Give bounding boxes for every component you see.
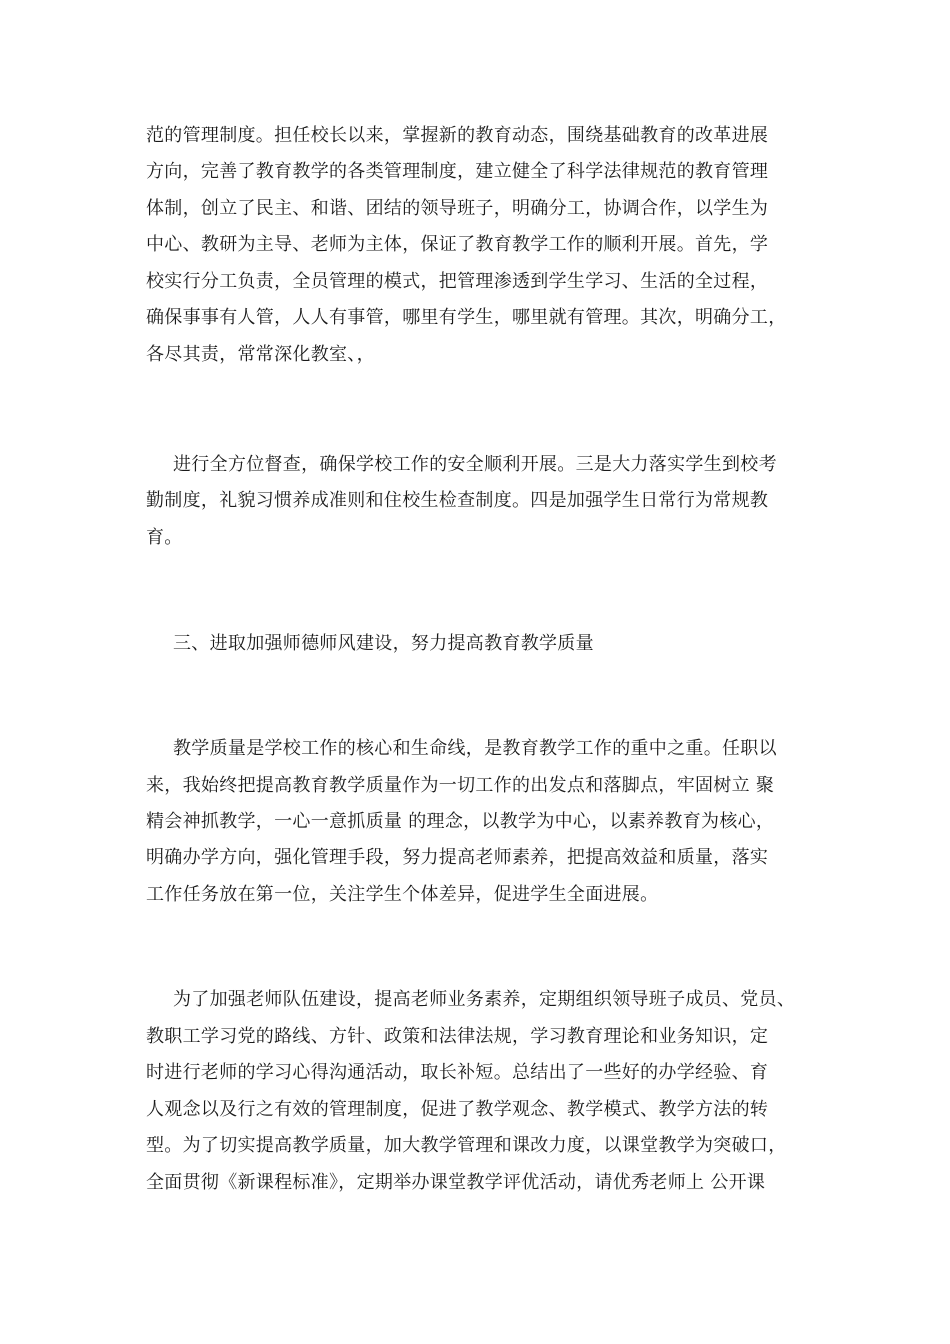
body-text-line: 校实行分工负责，全员管理的模式，把管理渗透到学生学习、生活的全过程， <box>146 271 769 292</box>
body-text-line: 来，我始终把提高教育教学质量作为一切工作的出发点和落脚点，牢固树立 聚 <box>146 775 775 796</box>
body-text-line: 时进行老师的学习心得沟通活动，取长补短。总结出了一些好的办学经验、育 <box>146 1062 769 1083</box>
body-text-line: 教职工学习党的路线、方针、政策和法律法规，学习教育理论和业务知识，定 <box>146 1026 769 1047</box>
body-text-line: 确保事事有人管，人人有事管，哪里有学生，哪里就有管理。其次，明确分工， <box>146 307 787 328</box>
body-text-line: 人观念以及行之有效的管理制度，促进了教学观念、教学模式、教学方法的转 <box>146 1099 769 1120</box>
body-text-line: 为了加强老师队伍建设，提高老师业务素养，定期组织领导班子成员、党员、 <box>173 989 796 1010</box>
body-text-line: 进行全方位督查，确保学校工作的安全顺利开展。三是大力落实学生到校考 <box>173 454 777 475</box>
body-text-line: 中心、教研为主导、老师为主体，保证了教育教学工作的顺利开展。首先，学 <box>146 234 769 255</box>
body-text-line: 明确办学方向，强化管理手段，努力提高老师素养，把提高效益和质量，落实 <box>146 847 769 868</box>
body-text-line: 各尽其责，常常深化教室、， <box>146 344 375 365</box>
body-text-line: 全面贯彻《新课程标准》，定期举办课堂教学评优活动，请优秀老师上 公开课 <box>146 1172 766 1193</box>
body-text-line: 范的管理制度。担任校长以来，掌握新的教育动态，围绕基础教育的改革进展 <box>146 125 769 146</box>
section-heading: 三、进取加强师德师风建设，努力提高教育教学质量 <box>173 633 594 654</box>
body-text-line: 精会神抓教学，一心一意抓质量 的理念，以教学为中心，以素养教育为核心， <box>146 811 775 832</box>
body-text-line: 型。为了切实提高教学质量，加大教学管理和课改力度，以课堂教学为突破口， <box>146 1135 787 1156</box>
body-text-line: 工作任务放在第一位，关注学生个体差异，促进学生全面进展。 <box>146 884 659 905</box>
body-text-line: 体制，创立了民主、和谐、团结的领导班子，明确分工，协调合作，以学生为 <box>146 198 769 219</box>
body-text-line: 方向，完善了教育教学的各类管理制度，建立健全了科学法律规范的教育管理 <box>146 161 769 182</box>
body-text-line: 勤制度，礼貌习惯养成准则和住校生检查制度。四是加强学生日常行为常规教 <box>146 490 769 511</box>
body-text-line: 教学质量是学校工作的核心和生命线，是教育教学工作的重中之重。任职以 <box>173 738 777 759</box>
body-text-line: 育。 <box>146 527 183 548</box>
